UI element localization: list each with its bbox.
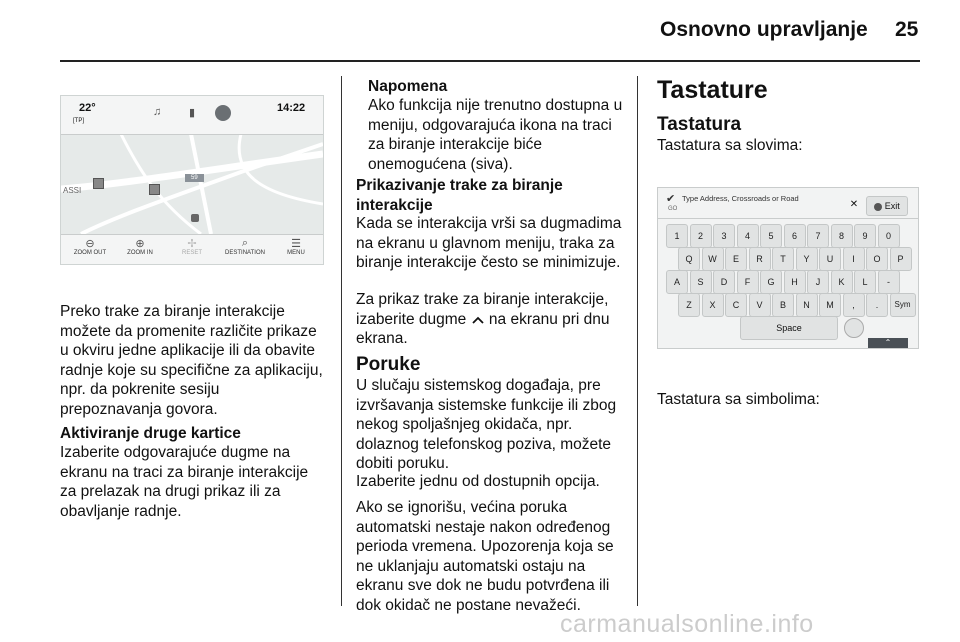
keyboard-key[interactable]: , (843, 293, 865, 317)
reset-button[interactable]: ✢ RESET (167, 237, 217, 256)
keyboard-key[interactable]: 0 (878, 224, 900, 248)
phone-icon[interactable]: ▮ (189, 107, 196, 119)
keyboard-key[interactable]: S (690, 270, 712, 294)
keyboard-key[interactable]: T (772, 247, 794, 271)
keyboard-key[interactable]: 6 (784, 224, 806, 248)
keyboard-key[interactable]: E (725, 247, 747, 271)
keyboard-key[interactable]: H (784, 270, 806, 294)
column-divider-left (341, 76, 342, 606)
poi-marker-icon (93, 178, 104, 189)
tp-label: [TP] (73, 118, 85, 124)
caption-letters-keyboard: Tastatura sa slovima: (657, 137, 803, 154)
keyboard-key[interactable]: . (866, 293, 888, 317)
zoom-out-icon: ⊖ (85, 238, 95, 250)
map-label-assi: ASSI (63, 186, 82, 195)
keyboard-key[interactable]: N (796, 293, 818, 317)
zoom-in-icon: ⊕ (135, 238, 145, 250)
header-rule (60, 60, 920, 62)
keyboard-key[interactable]: O (866, 247, 888, 271)
keyboard-key[interactable]: M (819, 293, 841, 317)
keyboard-key[interactable]: Y (796, 247, 818, 271)
exit-button[interactable]: Exit (866, 196, 908, 216)
section-heading-keyboards: Tastature (657, 76, 768, 104)
left-heading: Aktiviranje druge kartice (60, 425, 241, 442)
keyboard-key[interactable]: Q (678, 247, 700, 271)
keyboard-key[interactable]: 9 (854, 224, 876, 248)
keyboard-key[interactable]: 1 (666, 224, 688, 248)
keyboard-key[interactable]: Z (678, 293, 700, 317)
keyboard-key[interactable]: G (760, 270, 782, 294)
keyboard-key[interactable]: I (843, 247, 865, 271)
keyboard-key[interactable]: - (878, 270, 900, 294)
temperature: 22° (79, 102, 96, 114)
keyboard-key[interactable]: 8 (831, 224, 853, 248)
keyboard-key[interactable]: B (772, 293, 794, 317)
destination-icon: ⌕ (241, 237, 249, 249)
zoom-in-button[interactable]: ⊕ ZOOM IN (115, 237, 165, 256)
keyboard-key[interactable]: F (737, 270, 759, 294)
chevron-up-icon (471, 310, 485, 330)
keyboard-key[interactable]: V (749, 293, 771, 317)
middle-paragraph-2: Za prikaz trake za biranje interakcije, izaberite dugme na ekranu pri dnu ekrana. (356, 291, 610, 347)
note-title: Napomena (368, 78, 448, 95)
keyboard-key[interactable]: L (854, 270, 876, 294)
watermark: carmanualsonline.info (560, 610, 814, 638)
address-input-field[interactable]: ✔ Type Address, Crossroads or Road GO (666, 193, 799, 212)
space-key[interactable]: Space (740, 316, 838, 340)
poi-marker-icon (149, 184, 160, 195)
clock: 14:22 (277, 102, 306, 114)
zoom-out-button[interactable]: ⊖ ZOOM OUT (65, 237, 115, 256)
page-number: 25 (895, 18, 919, 41)
nav-active-icon[interactable] (215, 105, 231, 121)
navigation-screenshot (60, 95, 324, 265)
destination-button[interactable]: ⌕ DESTINATION (219, 237, 271, 256)
middle-paragraph-3: U slučaju sistemskog događaja, pre izvršavanja sistemske funkcije ili zbog nekog spoljašnjeg okidača, npr. dolaznog telefonskog poziva, možete dobiti poruku. (356, 377, 617, 472)
column-divider-right (637, 76, 638, 606)
music-icon[interactable]: ♫ (153, 106, 162, 118)
menu-button[interactable]: ☰ MENU (271, 237, 321, 256)
menu-icon: ☰ (291, 238, 301, 250)
keyboard-key[interactable]: X (702, 293, 724, 317)
keyboard-key[interactable]: D (713, 270, 735, 294)
note-text: Ako funkcija nije trenutno dostupna u meniju, odgovarajuća ikona na traci za biranje interakcije biće onemogućena (siva). (368, 97, 623, 173)
check-icon[interactable]: ✔ (666, 193, 676, 205)
keyboard-key[interactable]: U (819, 247, 841, 271)
globe-icon[interactable] (844, 318, 864, 338)
interaction-selector-bar (61, 234, 323, 265)
left-paragraph-2: Izaberite odgovarajuće dugme na ekranu na traci za biranje interakcije za prelazak na drugi prikaz ili za obavljanje radnje. (60, 444, 309, 520)
keyboard-key[interactable]: 2 (690, 224, 712, 248)
keyboard-key[interactable]: C (725, 293, 747, 317)
vehicle-position-icon (191, 214, 199, 222)
keyboard-key[interactable]: K (831, 270, 853, 294)
clear-button[interactable]: ✕ (849, 199, 859, 210)
keyboard-key[interactable]: Sym (890, 293, 916, 317)
keyboard-key[interactable]: W (702, 247, 724, 271)
keyboard-key[interactable]: 7 (807, 224, 829, 248)
middle-paragraph-1: Kada se interakcija vrši sa dugmadima na ekranu u glavnom meniju, traka za biranje interakcije često se minimizuje. (356, 215, 622, 271)
left-paragraph-1: Preko trake za biranje interakcije možete da promenite različite prikaze u okviru jedne aplikacije ili da obavite radnje koje su specifične za aplikaciju, npr. da pokrenite sesiju prepoznavanja govora. (60, 303, 323, 418)
keyboard-key[interactable]: P (890, 247, 912, 271)
chevron-up-button[interactable]: ⌃ (868, 338, 908, 348)
keyboard-key[interactable]: A (666, 270, 688, 294)
subsection-heading-keyboard: Tastatura (657, 114, 742, 135)
section-heading-show-bar: Prikazivanje trake za biranje interakcije (356, 177, 563, 214)
caption-symbols-keyboard: Tastatura sa simbolima: (657, 391, 820, 408)
keyboard-key[interactable]: 3 (713, 224, 735, 248)
middle-paragraph-5: Ako se ignorišu, većina poruka automatski nestaje nakon određenog perioda vremena. Upozorenja koja se ne uklanjaju automatski ostaju na ekranu sve dok ne budu potvrđena ili dok okidač ne postane nevažeći. (356, 499, 614, 614)
map-road-badge: 59 (185, 174, 204, 182)
nav-top-bar (61, 96, 323, 135)
page-header-title: Osnovno upravljanje (660, 18, 868, 41)
keyboard-key[interactable]: 5 (760, 224, 782, 248)
section-heading-messages: Poruke (356, 354, 421, 375)
keyboard-key[interactable]: 4 (737, 224, 759, 248)
keyboard-key[interactable]: J (807, 270, 829, 294)
keyboard-key[interactable]: R (749, 247, 771, 271)
letters-keyboard-screenshot (657, 187, 919, 349)
middle-paragraph-4: Izaberite jednu od dostupnih opcija. (356, 473, 600, 490)
reset-icon: ✢ (187, 238, 197, 250)
